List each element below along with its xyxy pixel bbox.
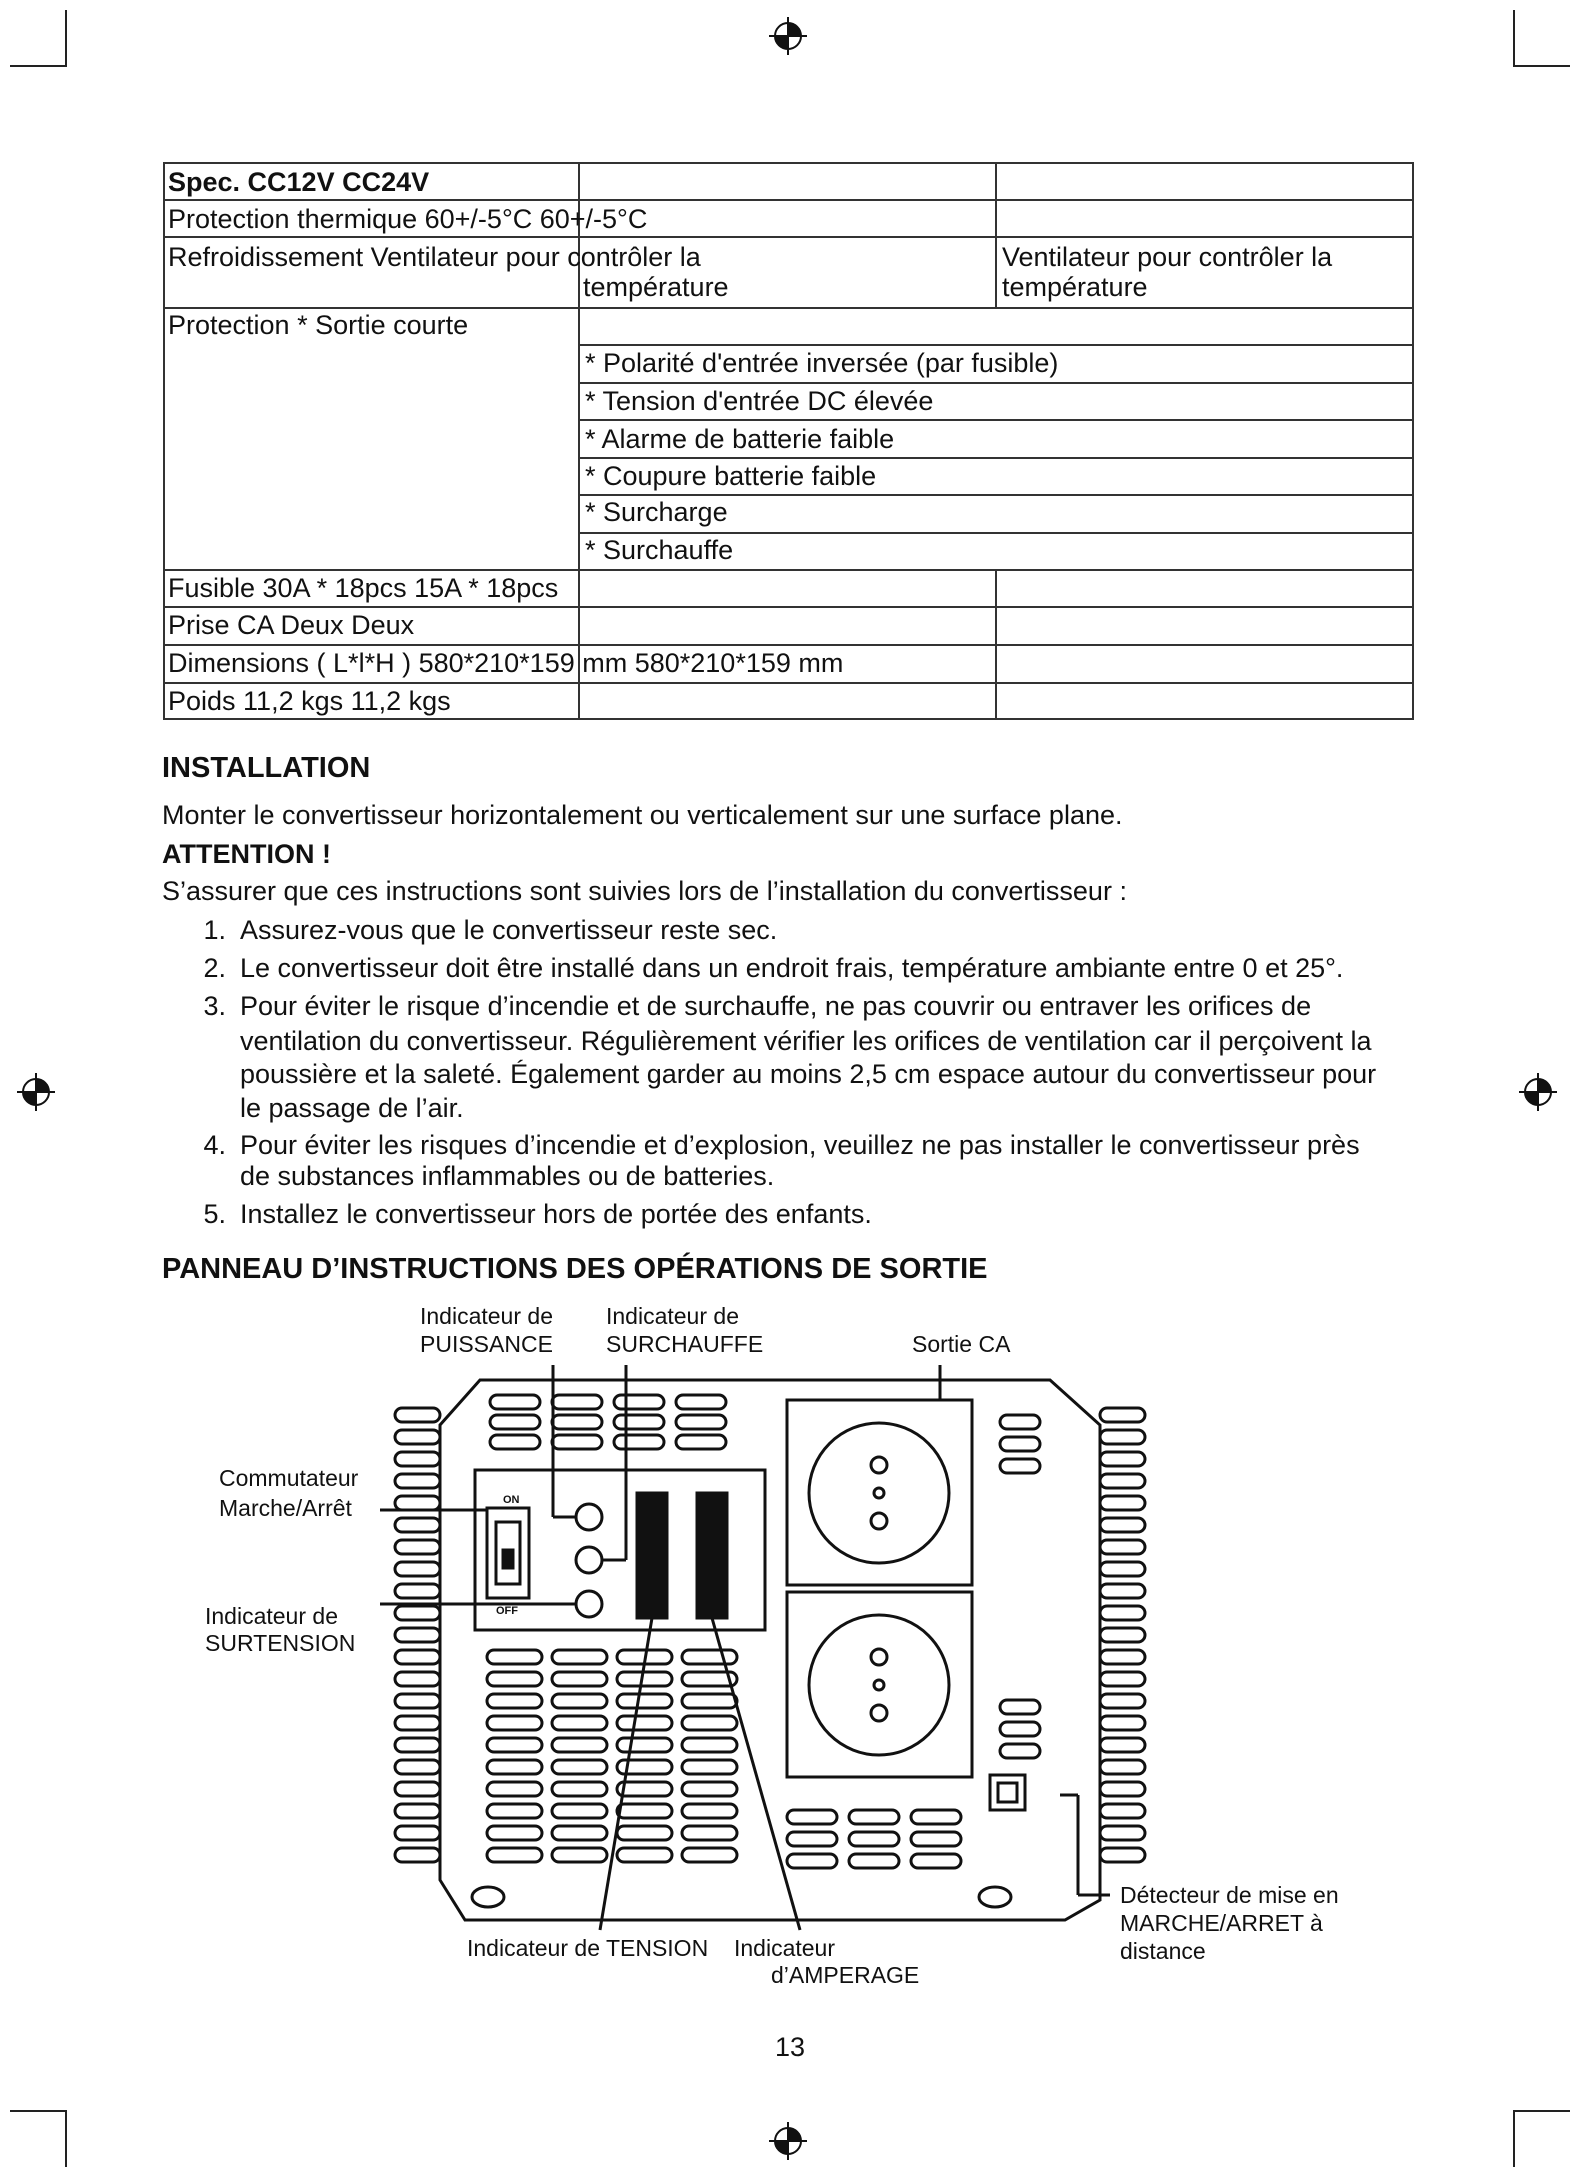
table-cell: Fusible 30A * 18pcs 15A * 18pcs: [168, 573, 559, 603]
label-detecteur: Détecteur de mise en: [1120, 1882, 1339, 1908]
table-cell: Protection thermique 60+/-5°C 60+/-5°C: [168, 204, 648, 234]
table-cell: * Alarme de batterie faible: [585, 424, 895, 454]
label-commutateur: Marche/Arrêt: [219, 1495, 352, 1521]
label-surchauffe: SURCHAUFFE: [606, 1331, 764, 1357]
list-item: Le convertisseur doit être installé dans un endroit frais, température ambiante entre 0 et 25°.: [240, 953, 1344, 983]
label-surchauffe: Indicateur de: [606, 1303, 739, 1329]
surtension-led: [576, 1591, 602, 1617]
label-sortie-ca: Sortie CA: [912, 1331, 1011, 1357]
list-number: 5.: [203, 1199, 226, 1229]
label-tension: Indicateur de TENSION: [467, 1935, 709, 1961]
list-item: poussière et la saleté. Également garder au moins 2,5 cm espace autour du convertisseur pour: [240, 1059, 1377, 1089]
list-item: Assurez-vous que le convertisseur reste sec.: [240, 915, 778, 945]
paragraph: Monter le convertisseur horizontalement ou verticalement sur une surface plane.: [162, 800, 1123, 830]
label-commutateur: Commutateur: [219, 1465, 359, 1491]
list-item: de substances inflammables ou de batteries.: [240, 1161, 775, 1191]
table-cell: * Surchauffe: [585, 535, 734, 565]
label-surtension: SURTENSION: [205, 1630, 356, 1656]
table-cell: Spec. CC12V CC24V: [168, 167, 430, 197]
section-heading: PANNEAU D’INSTRUCTIONS DES OPÉRATIONS DE SORTIE: [162, 1253, 988, 1285]
ac-socket-top: [787, 1400, 972, 1585]
table-cell: * Coupure batterie faible: [585, 461, 877, 491]
page-number: 13: [774, 2032, 806, 2062]
list-number: 4.: [203, 1130, 226, 1160]
switch-off-label: OFF: [496, 1605, 518, 1617]
label-puissance: PUISSANCE: [420, 1331, 553, 1357]
list-number: 1.: [203, 915, 226, 945]
ac-socket-bottom: [787, 1592, 972, 1777]
table-cell: * Tension d'entrée DC élevée: [585, 386, 934, 416]
table-cell: Refroidissement Ventilateur pour contrôler la: [168, 242, 701, 272]
list-number: 3.: [203, 991, 226, 1021]
label-surtension: Indicateur de: [205, 1603, 338, 1629]
label-amperage: Indicateur: [734, 1935, 836, 1961]
label-detecteur: MARCHE/ARRET à: [1120, 1910, 1323, 1936]
table-cell: * Surcharge: [585, 497, 728, 527]
table-cell: température: [583, 272, 729, 302]
list-item: Pour éviter le risque d’incendie et de surchauffe, ne pas couvrir ou entraver les orifices de: [240, 991, 1312, 1021]
label-puissance: Indicateur de: [420, 1303, 553, 1329]
list-item: Pour éviter les risques d’incendie et d’explosion, veuillez ne pas installer le convertisseur près: [240, 1130, 1360, 1160]
tension-meter: [637, 1493, 667, 1618]
list-item: le passage de l’air.: [240, 1093, 464, 1123]
list-number: 2.: [203, 953, 226, 983]
table-cell: Dimensions ( L*l*H ) 580*210*159 mm 580*210*159 mm: [168, 648, 844, 678]
paragraph: S’assurer que ces instructions sont suivies lors de l’installation du convertisseur :: [162, 876, 1127, 906]
attention-label: ATTENTION !: [162, 839, 331, 869]
surchauffe-led: [576, 1547, 602, 1573]
table-cell: Poids 11,2 kgs 11,2 kgs: [168, 686, 451, 716]
puissance-led: [576, 1504, 602, 1530]
amperage-meter: [697, 1493, 727, 1618]
table-cell: * Polarité d'entrée inversée (par fusible): [585, 348, 1059, 378]
section-heading: INSTALLATION: [162, 752, 371, 784]
table-cell: Protection * Sortie courte: [168, 310, 469, 340]
table-cell: Prise CA Deux Deux: [168, 610, 415, 640]
remote-connector: [990, 1775, 1025, 1810]
list-item: Installez le convertisseur hors de portée des enfants.: [240, 1199, 872, 1229]
table-cell: température: [1002, 272, 1148, 302]
label-detecteur: distance: [1120, 1938, 1206, 1964]
list-item: ventilation du convertisseur. Régulièrement vérifier les orifices de ventilation car il perçoivent la: [240, 1026, 1372, 1056]
label-amperage: d’AMPERAGE: [771, 1962, 920, 1988]
table-cell: Ventilateur pour contrôler la: [1002, 242, 1333, 272]
switch-on-label: ON: [503, 1494, 520, 1506]
